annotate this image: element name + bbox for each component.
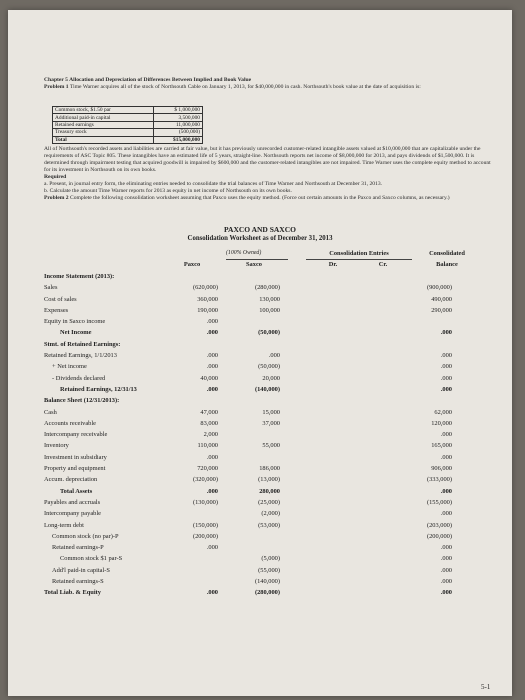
equity-label: Common stock, $1.50 par: [53, 107, 154, 114]
row-label: Total Liab. & Equity: [44, 589, 101, 597]
worksheet-row: [44, 498, 504, 509]
worksheet-row: [44, 317, 504, 328]
consolidated-value: 62,000: [434, 408, 452, 416]
saxco-value: .000: [268, 352, 280, 360]
saxco-value: (280,000): [254, 284, 280, 292]
consolidated-value: (203,000): [426, 521, 452, 529]
paxco-value: (620,000): [192, 284, 218, 292]
equity-row: [53, 114, 203, 121]
row-label: Inventory: [44, 442, 69, 450]
problem2-text: Complete the following consolidation worksheet assuming that Paxco uses the equity method. (Force out certain amounts in the Paxco and Saxco columns, as necessary.): [70, 195, 450, 201]
equity-value: $15,000,000: [154, 136, 203, 143]
worksheet-subtitle: Consolidation Worksheet as of December 31, 2013: [187, 235, 333, 242]
worksheet-title: PAXCO AND SAXCO: [224, 225, 296, 234]
row-label: Net Income: [60, 329, 92, 337]
consolidated-value: .000: [440, 510, 452, 518]
paxco-value: 360,000: [197, 295, 218, 303]
row-label: Property and equipment: [44, 465, 106, 473]
consolidated-value: .000: [440, 487, 452, 495]
problem1-label: Problem 1: [44, 84, 69, 90]
worksheet-row: [44, 272, 504, 283]
paxco-value: 47,000: [200, 408, 218, 416]
consolidated-value: 906,000: [431, 465, 452, 473]
required-a: a. Present, in journal entry form, the eliminating entries needed to consolidate the trial balances of Time Warner and Northsouth at December 31, 2013.: [44, 181, 383, 187]
paxco-value: 190,000: [197, 306, 218, 314]
row-label: Retained earnings-P: [52, 544, 104, 552]
worksheet-row: [44, 419, 504, 430]
equity-value: 11,000,000: [154, 121, 203, 128]
equity-value: $ 1,000,000: [154, 107, 203, 114]
saxco-value: 55,000: [262, 442, 280, 450]
worksheet-row: [44, 362, 504, 373]
row-label: Accum. depreciation: [44, 476, 98, 484]
credit-header: Cr.: [378, 261, 388, 268]
worksheet-row: [44, 521, 504, 532]
row-label: Intercompany receivable: [44, 431, 108, 439]
consolidated-value: (200,000): [426, 532, 452, 540]
entries-underline: [306, 259, 412, 260]
consolidated-value: 165,000: [431, 442, 452, 450]
saxco-value: 186,000: [259, 465, 280, 473]
row-label: Common stock (no par)-P: [52, 532, 119, 540]
worksheet-row: [44, 554, 504, 565]
row-label: Investment in subsidiary: [44, 453, 107, 461]
saxco-value: 37,000: [262, 419, 280, 427]
row-label: Common stock $1 par-S: [60, 555, 123, 563]
paxco-value: .000: [206, 329, 218, 337]
paxco-value: .000: [206, 453, 218, 461]
problem1-intro: [44, 84, 492, 91]
consolidated-value: .000: [440, 453, 452, 461]
saxco-value: (140,000): [254, 578, 280, 586]
required-b: b. Calculate the amount Time Warner reports for 2013 as equity in net income of Northsouth on its own books.: [44, 188, 292, 194]
row-label: Accounts receivable: [44, 419, 96, 427]
saxco-value: 20,000: [262, 374, 280, 382]
worksheet-row: [44, 408, 504, 419]
consolidated-value: 120,000: [431, 419, 452, 427]
worksheet-row: [44, 295, 504, 306]
balance-header: Balance: [436, 261, 458, 268]
row-label: Balance Sheet (12/31/2013):: [44, 397, 120, 405]
worksheet-row: [44, 509, 504, 520]
row-label: Retained earnings-S: [52, 578, 104, 586]
saxco-value: (50,000): [258, 363, 280, 371]
paxco-header: Paxco: [183, 261, 201, 268]
paxco-value: (130,000): [192, 498, 218, 506]
owned-underline: [226, 259, 288, 260]
consolidated-header: Consolidated: [429, 250, 465, 257]
worksheet-row: [44, 588, 504, 599]
saxco-value: (2,000): [261, 510, 280, 518]
equity-row: [53, 107, 203, 114]
saxco-value: (50,000): [258, 329, 280, 337]
row-label: Long-term debt: [44, 521, 84, 529]
saxco-value: (25,000): [258, 498, 280, 506]
entries-header: Consolidation Entries: [329, 250, 389, 257]
paxco-value: .000: [206, 363, 218, 371]
consolidated-value: .000: [440, 374, 452, 382]
row-label: Equity in Saxco income: [44, 318, 106, 326]
consolidated-value: .000: [440, 578, 452, 586]
row-label: Sales: [44, 284, 58, 292]
equity-value: (500,000): [154, 129, 203, 136]
problem1-paragraph: All of Northsouth's recorded assets and liabilities are carried at fair value, but it has previously unrecorded customer-related intangible assets valued at $10,000,000 that are capitalizable under the requirements of ASC Topic 805. These intangibles have an estimated life of 5 years, straight-line. Northsouth reports net income of $8,000,000 for 2013, and pays dividends of $1,500,000. It is determined through impairment testing that acquired goodwill is impaired by $600,000 and the customer-related intangibles are not impaired. Time Warner uses the complete equity method to account for its investment in Northsouth on its own books.: [44, 146, 491, 173]
paxco-value: .000: [206, 589, 218, 597]
worksheet-row: [44, 487, 504, 498]
consolidated-value: 490,000: [431, 295, 452, 303]
equity-value: 3,500,000: [154, 114, 203, 121]
worksheet-row: [44, 351, 504, 362]
worksheet-row: [44, 396, 504, 407]
paxco-value: 40,000: [200, 374, 218, 382]
worksheet-row: [44, 464, 504, 475]
worksheet-row: [44, 543, 504, 554]
required-heading: Required: [44, 174, 67, 180]
chapter-title: Chapter 5 Allocation and Depreciation of Differences Between Implied and Book Value: [44, 77, 252, 83]
equity-row: [53, 136, 203, 143]
paxco-value: .000: [206, 352, 218, 360]
row-label: Add'l paid-in capital-S: [52, 566, 110, 574]
row-label: Retained Earnings, 12/31/13: [60, 385, 137, 393]
problem1-body: [44, 146, 494, 202]
paxco-value: .000: [206, 385, 218, 393]
consolidated-value: .000: [440, 544, 452, 552]
worksheet-row: [44, 532, 504, 543]
saxco-value: 280,000: [259, 487, 280, 495]
equity-label: Additional paid-in capital: [53, 114, 154, 121]
consolidated-value: .000: [440, 385, 452, 393]
worksheet-row: [44, 283, 504, 294]
equity-row: [53, 129, 203, 136]
paxco-value: .000: [206, 318, 218, 326]
saxco-value: (280,000): [254, 589, 280, 597]
worksheet-row: [44, 453, 504, 464]
worksheet-row: [44, 566, 504, 577]
paxco-value: 720,000: [197, 465, 218, 473]
row-label: Retained Earnings, 1/1/2013: [44, 352, 117, 360]
page-number: 5-1: [481, 683, 491, 691]
worksheet-row: [44, 328, 504, 339]
paxco-value: (320,000): [192, 476, 218, 484]
saxco-value: 15,000: [262, 408, 280, 416]
equity-label: Total: [53, 136, 154, 143]
saxco-value: 130,000: [259, 295, 280, 303]
equity-row: [53, 121, 203, 128]
row-label: + Net income: [52, 363, 87, 371]
worksheet-row: [44, 577, 504, 588]
owned-note: (100% Owned): [226, 250, 262, 256]
consolidated-value: .000: [440, 329, 452, 337]
worksheet-row: [44, 374, 504, 385]
consolidated-value: (333,000): [426, 476, 452, 484]
problem2-intro: [44, 195, 494, 202]
saxco-header: Saxco: [246, 261, 262, 268]
worksheet-row: [44, 430, 504, 441]
consolidated-value: (155,000): [426, 498, 452, 506]
row-label: Payables and accruals: [44, 498, 101, 506]
consolidated-value: 290,000: [431, 306, 452, 314]
textbook-page: [8, 10, 512, 696]
intro-block: [44, 77, 492, 91]
worksheet-rows: [44, 272, 504, 600]
paxco-value: 2,000: [203, 431, 218, 439]
worksheet-row: [44, 441, 504, 452]
row-label: Intercompany payable: [44, 510, 101, 518]
row-label: Stmt. of Retained Earnings:: [44, 340, 121, 348]
paxco-value: (200,000): [192, 532, 218, 540]
consolidated-value: .000: [440, 431, 452, 439]
paxco-value: .000: [206, 487, 218, 495]
equity-table: [52, 106, 203, 144]
row-label: Total Assets: [60, 487, 93, 495]
paxco-value: 83,000: [200, 419, 218, 427]
row-label: Expenses: [44, 306, 69, 314]
debit-header: Dr.: [328, 261, 338, 268]
saxco-value: (140,000): [254, 385, 280, 393]
consolidated-value: .000: [440, 566, 452, 574]
row-label: - Dividends declared: [52, 374, 106, 382]
consolidated-value: .000: [440, 352, 452, 360]
equity-label: Retained earnings: [53, 121, 154, 128]
consolidated-value: .000: [440, 363, 452, 371]
row-label: Cost of sales: [44, 295, 77, 303]
paxco-value: .000: [206, 544, 218, 552]
problem2-label: Problem 2: [44, 195, 69, 201]
saxco-value: (13,000): [258, 476, 280, 484]
worksheet-row: [44, 475, 504, 486]
worksheet-row: [44, 306, 504, 317]
saxco-value: 100,000: [259, 306, 280, 314]
paxco-value: 110,000: [197, 442, 218, 450]
consolidated-value: (900,000): [426, 284, 452, 292]
equity-label: Treasury stock: [53, 129, 154, 136]
saxco-value: (5,000): [261, 555, 280, 563]
consolidated-value: .000: [440, 589, 452, 597]
problem1-text: Time Warner acquires all of the stock of Northsouth Cable on January 1, 2013, for $40,000,000 in cash. Northsouth's book value at the date of acquisition is:: [69, 84, 421, 90]
paxco-value: (150,000): [192, 521, 218, 529]
saxco-value: (53,000): [258, 521, 280, 529]
row-label: Cash: [44, 408, 57, 416]
worksheet-row: [44, 385, 504, 396]
consolidated-value: .000: [440, 555, 452, 563]
row-label: Income Statement (2013):: [44, 273, 115, 280]
worksheet-row: [44, 340, 504, 351]
saxco-value: (55,000): [258, 566, 280, 574]
